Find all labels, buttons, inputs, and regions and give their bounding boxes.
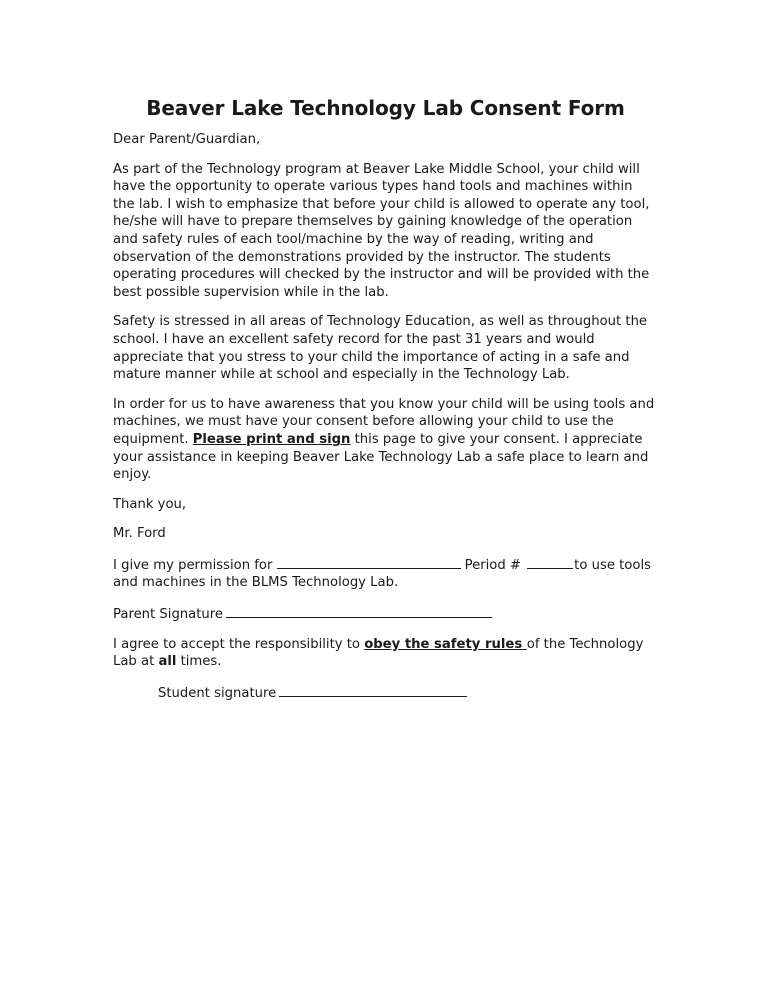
agree-start: I agree to accept the responsibility to [113,636,365,652]
print-and-sign-emphasis: Please print and sign [192,431,351,447]
paragraph-consent-start: In order for us to have awareness that you know your child will be using tools and machines, we must have your consent before allowing your child to use the equipment. [113,396,655,447]
page-title: Beaver Lake Technology Lab Consent Form [146,96,625,120]
permission-start: I give my permission for [113,557,277,573]
paragraph-safety: Safety is stressed in all areas of Technology Education, as well as throughout the school. I have an excellent safety record for the past 31 years and would appreciate that you stress to your child the importance of acting in a safe and mature manner while at school and especially in the Technology Lab. [113,314,648,383]
parent-signature-label: Parent Signature [113,607,224,623]
parent-signature-line [113,604,658,624]
student-signature-label: Student signature [158,685,277,701]
student-signature-field[interactable] [279,683,467,697]
child-name-field[interactable] [277,555,461,569]
agree-end: times. [176,654,222,670]
consent-form [113,95,658,714]
parent-signature-field[interactable] [226,604,492,618]
obey-safety-rules-emphasis: obey the safety rules [364,636,527,652]
paragraph-consent [113,396,658,484]
period-field[interactable] [527,555,573,569]
permission-statement [113,555,658,592]
agreement-statement [113,636,658,671]
student-signature-line [113,683,658,703]
all-emphasis: all [158,654,177,670]
paragraph-program: As part of the Technology program at Beaver Lake Middle School, your child will have the opportunity to operate various types hand tools and machines within the lab. I wish to emphasize that before your child is allowed to operate any tool, he/she will have to prepare themselves by gaining knowledge of the operation and safety rules of each tool/machine by the way of reading, writing and observation of the demonstrations provided by the instructor. The students operating procedures will checked by the instructor and will be provided with the best possible supervision while in the lab. [113,161,650,300]
signature-name: Mr. Ford [113,526,166,542]
agree-middle: of the Technology Lab at [113,636,644,670]
permission-end: to use tools and machines in the BLMS Technology Lab. [113,557,651,591]
greeting: Dear Parent/Guardian, [113,132,261,147]
closing: Thank you, [113,496,187,512]
paragraph-consent-end: this page to give your consent. I appreciate your assistance in keeping Beaver Lake Technology Lab a safe place to learn and enjoy. [113,431,649,483]
period-label: Period # [464,557,526,573]
